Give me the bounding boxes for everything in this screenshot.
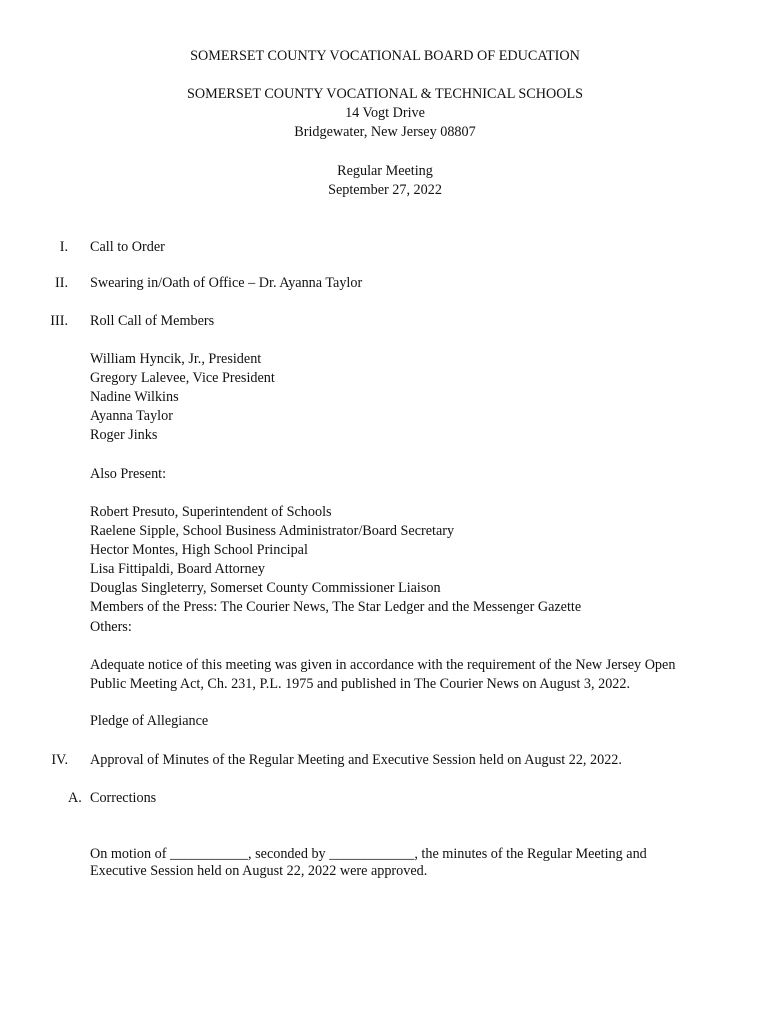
item-roll-call: Roll Call of Members bbox=[90, 313, 215, 329]
member-name: Roger Jinks bbox=[90, 427, 158, 443]
member-name: Gregory Lalevee, Vice President bbox=[90, 370, 275, 386]
motion-line-2: Executive Session held on August 22, 2022 were approved. bbox=[90, 863, 428, 879]
sub-item-corrections: Corrections bbox=[90, 790, 157, 806]
item-approval-minutes: Approval of Minutes of the Regular Meeting and Executive Session held on August 22, 2022. bbox=[90, 752, 622, 768]
attendee-name: Robert Presuto, Superintendent of Schools bbox=[90, 504, 332, 520]
address-line-1: 14 Vogt Drive bbox=[345, 105, 425, 121]
member-name: William Hyncik, Jr., President bbox=[90, 351, 262, 367]
item-number: III. bbox=[50, 313, 68, 329]
board-title: SOMERSET COUNTY VOCATIONAL BOARD OF EDUCATION bbox=[190, 48, 580, 64]
item-call-to-order: Call to Order bbox=[90, 239, 165, 255]
also-present-label: Also Present: bbox=[90, 466, 167, 482]
attendee-name: Hector Montes, High School Principal bbox=[90, 542, 308, 558]
attendee-press: Members of the Press: The Courier News, The Star Ledger and the Messenger Gazette bbox=[90, 599, 582, 615]
attendee-name: Raelene Sipple, School Business Administrator/Board Secretary bbox=[90, 523, 455, 539]
notice-line-2: Public Meeting Act, Ch. 231, P.L. 1975 and published in The Courier News on August 3, 2022. bbox=[90, 676, 631, 692]
meeting-type: Regular Meeting bbox=[337, 163, 433, 179]
attendee-name: Lisa Fittipaldi, Board Attorney bbox=[90, 561, 265, 577]
item-swearing-in: Swearing in/Oath of Office – Dr. Ayanna Taylor bbox=[90, 275, 363, 291]
member-name: Ayanna Taylor bbox=[90, 408, 173, 424]
schools-title: SOMERSET COUNTY VOCATIONAL & TECHNICAL SCHOOLS bbox=[186, 86, 584, 102]
item-number: II. bbox=[55, 275, 68, 291]
motion-line-1: On motion of ___________, seconded by ____________, the minutes of the Regular Meeting and bbox=[90, 846, 647, 862]
item-number: IV. bbox=[51, 752, 68, 768]
pledge-of-allegiance: Pledge of Allegiance bbox=[90, 713, 209, 729]
address-line-2: Bridgewater, New Jersey 08807 bbox=[294, 124, 476, 140]
attendee-others: Others: bbox=[90, 619, 132, 635]
attendee-name: Douglas Singleterry, Somerset County Commissioner Liaison bbox=[90, 580, 441, 596]
meeting-date: September 27, 2022 bbox=[328, 182, 442, 198]
item-number: I. bbox=[59, 239, 68, 255]
notice-line-1: Adequate notice of this meeting was given in accordance with the requirement of the New Jersey Open bbox=[90, 657, 676, 673]
sub-item-letter: A. bbox=[68, 790, 82, 806]
member-name: Nadine Wilkins bbox=[90, 389, 179, 405]
